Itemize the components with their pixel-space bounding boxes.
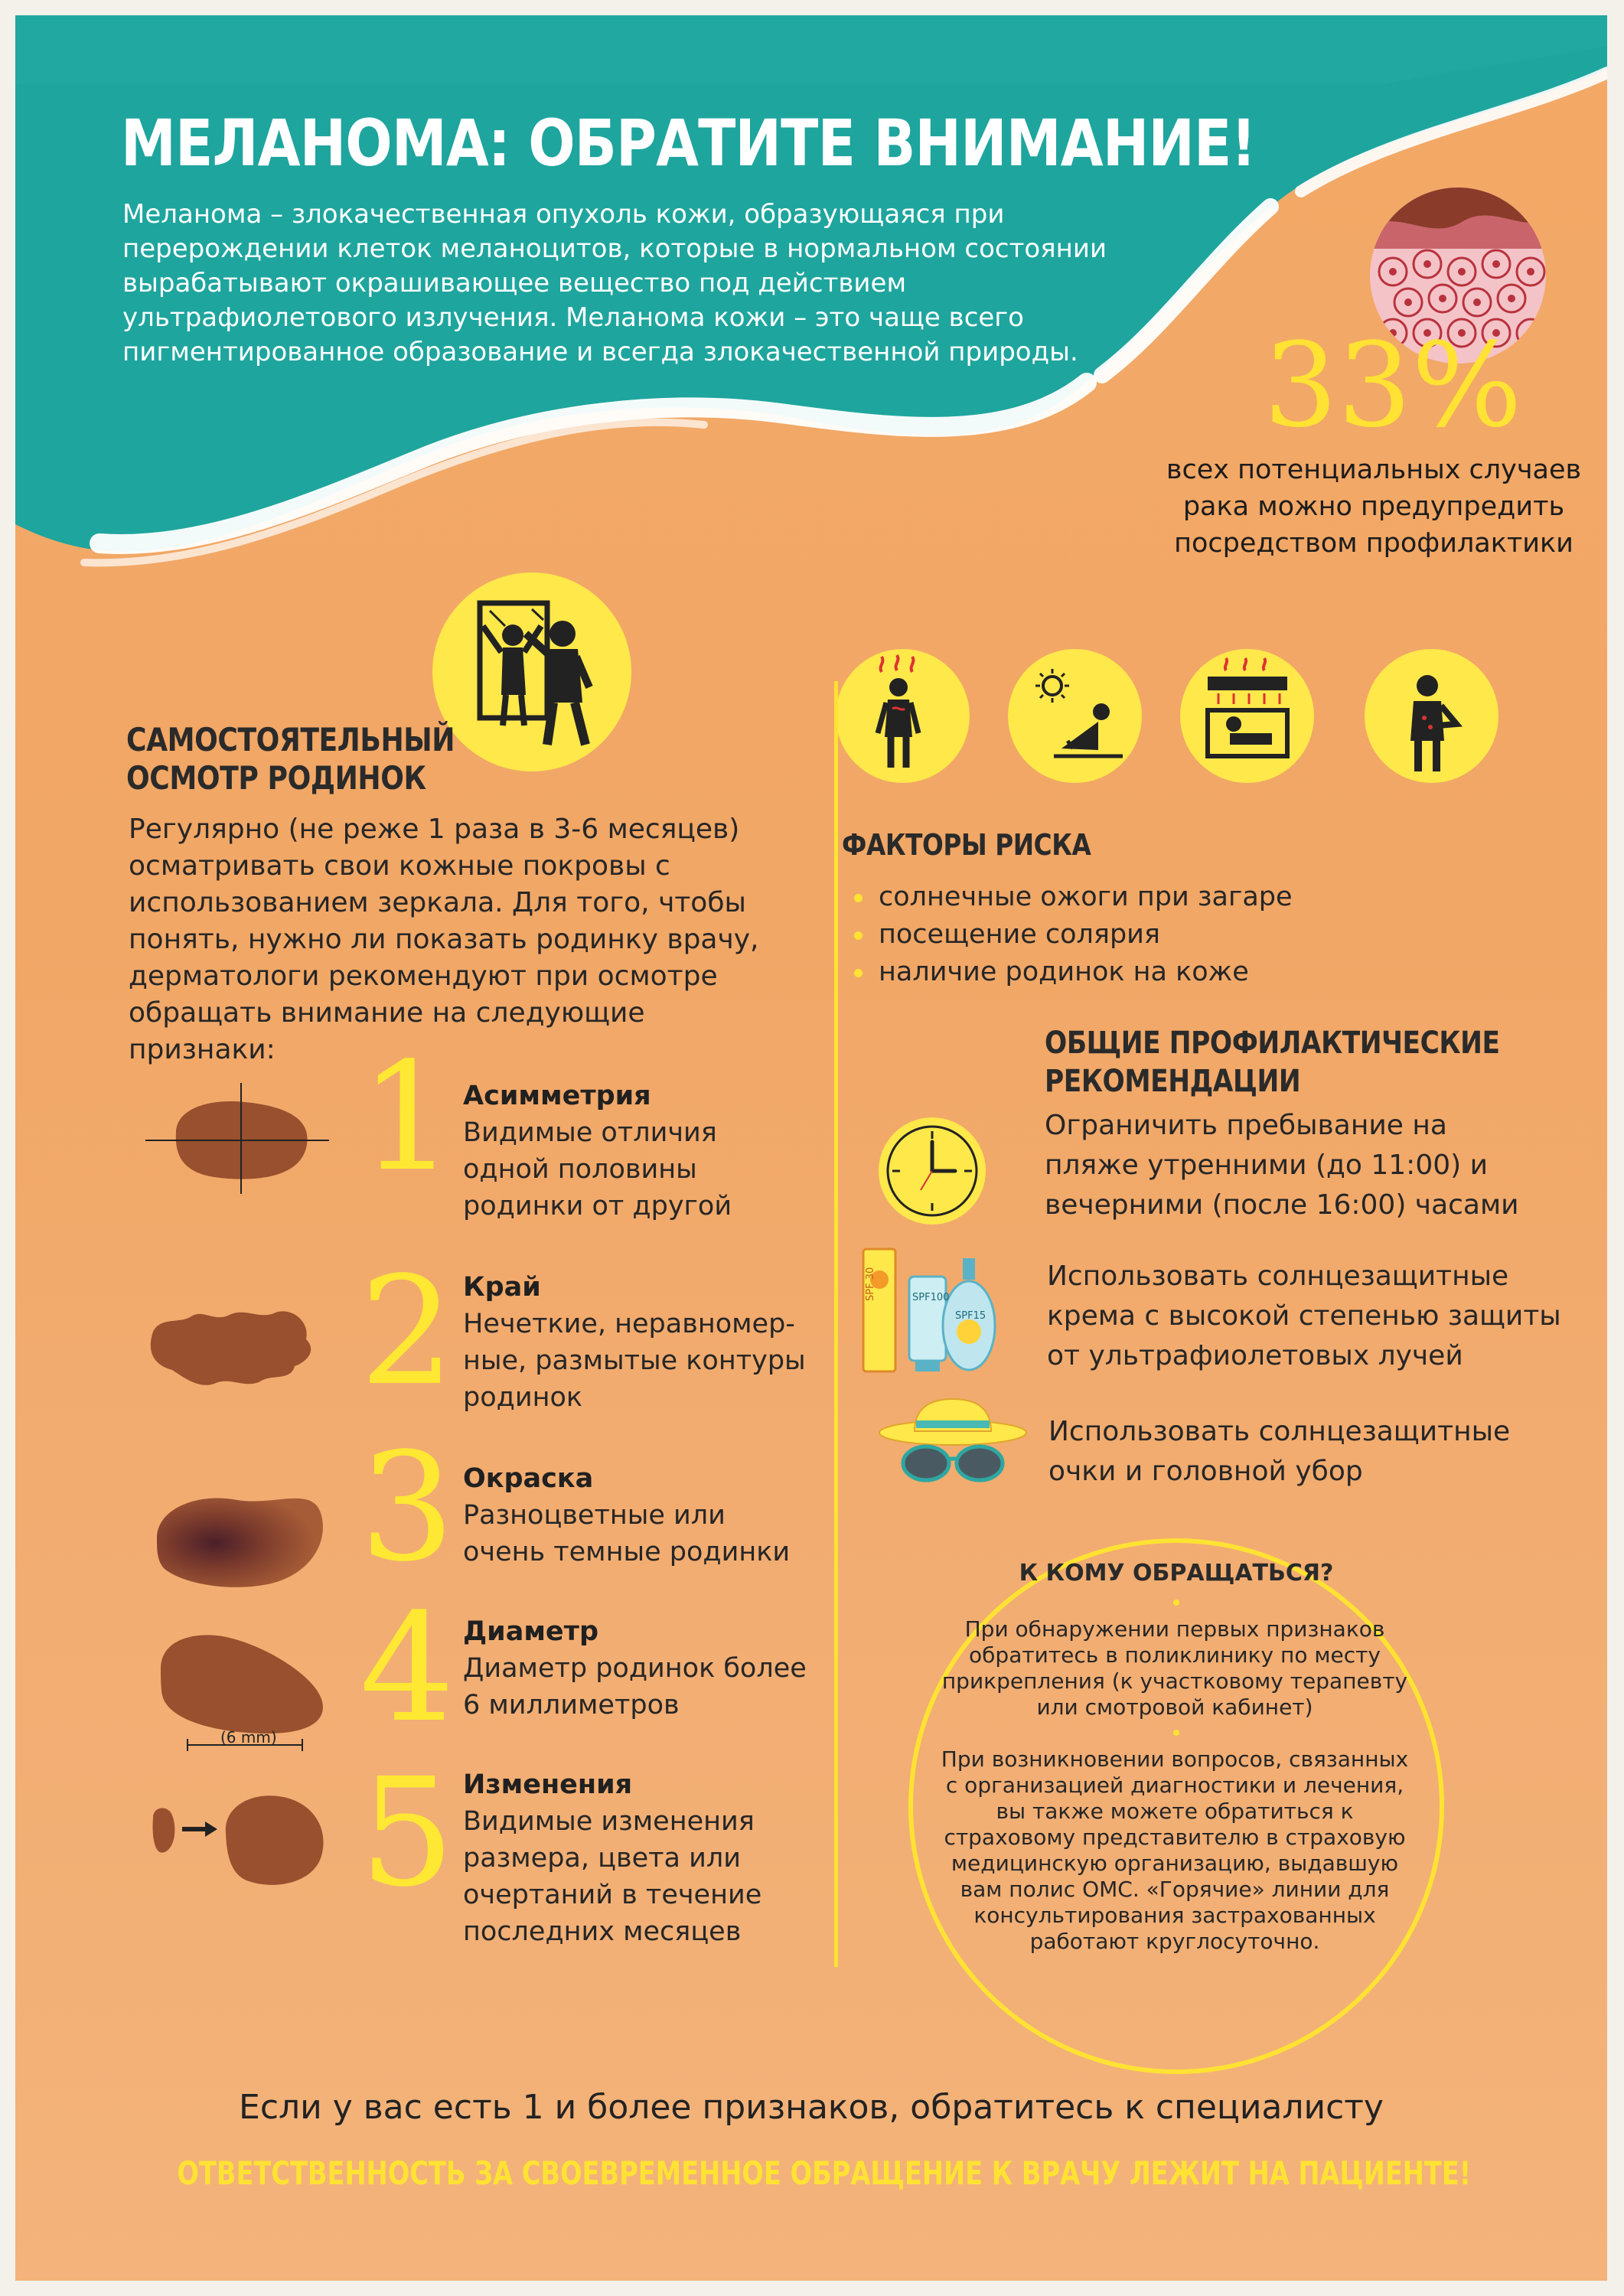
risk-item: наличие родинок на коже [848, 954, 1384, 991]
sign-number: 4 [360, 1581, 455, 1755]
sunbathing-icon [1008, 649, 1142, 783]
prevention-item-glasses: Использовать солнцезащитные очки и головной убор [1048, 1416, 1511, 1487]
poster [15, 15, 1607, 2281]
column-divider [834, 681, 838, 1967]
sign-number: 5 [360, 1746, 455, 1919]
self-exam-heading: САМОСТОЯТЕЛЬНЫЙ ОСМОТР РОДИНОК [126, 721, 455, 797]
sign-desc: Нечеткие, неравномер-ные, размытые контуры родинок [463, 1309, 806, 1413]
footer-advice: Если у вас есть 1 и более признаков, обратитесь к специалисту [239, 2088, 1384, 2127]
risk-item: солнечные ожоги при загаре [848, 879, 1384, 916]
diameter-measure-label: (6 mm) [220, 1728, 277, 1746]
stat-percent: 33% [1264, 318, 1522, 453]
bottle-spf15: SPF15 [955, 1310, 986, 1322]
intro-text: Меланома – злокачественная опухоль кожи, образующаяся при перерождении клеток меланоцитов, которые в нормальном состоянии вырабатывают окрашивающее вещество под действием ультрафиолетового излучения. Меланома кожи – это чаще всего пигментированное образование и всегда злокачественной природы. [122, 199, 1107, 367]
mole-border-image [138, 1286, 337, 1401]
footer-responsibility: ОТВЕТСТВЕННОСТЬ ЗА СВОЕВРЕМЕННОЕ ОБРАЩЕНИЕ К ВРАЧУ ЛЕЖИТ НА ПАЦИЕНТЕ! [177, 2154, 1472, 2192]
page-title: МЕЛАНОМА: ОБРАТИТЕ ВНИМАНИЕ! [121, 106, 1256, 181]
contact-paragraph-1: При обнаружении первых признаков обратитесь в поликлинику по месту прикрепления (к участковому терапевту или смотровой кабинет) [941, 1616, 1408, 1720]
contact-heading: К КОМУ ОБРАЩАТЬСЯ? [1019, 1560, 1334, 1587]
sign-desc: Видимые изменения размера, цвета или очертаний в течение последних месяцев [463, 1806, 762, 1947]
hat-sunglasses-icon [876, 1393, 1029, 1492]
prevention-item-sunscreen: Использовать солнцезащитные крема с высокой степенью защиты от ультрафиолетовых лучей [1047, 1261, 1561, 1371]
sunburn-person-icon [836, 649, 970, 783]
risk-list [848, 879, 1384, 991]
bottle-spf30: SPF 30 [865, 1267, 876, 1301]
solarium-icon [1180, 649, 1314, 783]
sign-number: 3 [360, 1420, 455, 1594]
mole-asymmetry-image [138, 1079, 337, 1194]
mole-change-image [138, 1776, 344, 1898]
mirror-self-exam-icon [432, 572, 631, 771]
prevention-item-hours: Ограничить пребывание на пляже утренними (до 11:00) и вечерними (после 16:00) часами [1045, 1110, 1519, 1221]
bottle-spf100: SPF100 [912, 1292, 950, 1303]
sign-number: 2 [360, 1244, 455, 1418]
risk-item: посещение солярия [848, 916, 1384, 954]
contact-dot [1173, 1600, 1179, 1606]
sign-title: Асимметрия [463, 1081, 651, 1111]
sign-title: Край [463, 1272, 541, 1303]
sign-desc: Разноцветные или очень темные родинки [463, 1500, 791, 1567]
stat-text: всех потенциальных случаев рака можно предупредить посредством профилактики [1166, 455, 1582, 559]
sign-number: 1 [360, 1030, 455, 1204]
sign-title: Окраска [463, 1463, 594, 1494]
sign-title: Изменения [463, 1769, 633, 1800]
mole-color-image [138, 1469, 337, 1600]
moles-check-icon [1365, 649, 1498, 783]
sign-title: Диаметр [463, 1616, 598, 1647]
prevention-heading: ОБЩИЕ ПРОФИЛАКТИЧЕСКИЕ РЕКОМЕНДАЦИИ [1045, 1026, 1500, 1099]
sign-desc: Видимые отличия одной половины родинки от другой [463, 1117, 732, 1221]
risk-heading: ФАКТОРЫ РИСКА [842, 828, 1091, 862]
self-exam-text: Регулярно (не реже 1 раза в 3-6 месяцев) осматривать свои кожные покровы с использованием зеркала. Для того, чтобы понять, нужно ли показать родинку врачу, дерматологи рекомендуют при осмотре обращать внимание на следующие признаки: [129, 814, 759, 1065]
contact-paragraph-2: При возникновении вопросов, связанных с организацией диагностики и лечения, вы также можете обратиться к страховому представителю в страховую медицинскую организацию, выдавшую вам полис ОМС. «Горячие» линии для консультирования застрахованных работают круглосуточно. [941, 1746, 1409, 1954]
contact-dot [1173, 1730, 1179, 1736]
sign-desc: Диаметр родинок более 6 миллиметров [463, 1653, 807, 1720]
clock-icon [879, 1117, 986, 1225]
